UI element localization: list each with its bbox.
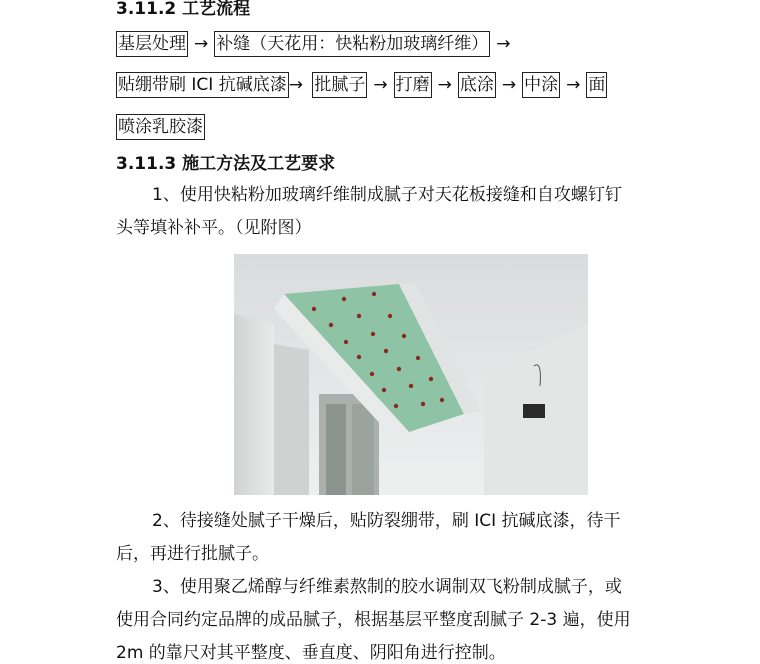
step-spray-latex: 喷涂乳胶漆 — [116, 114, 205, 140]
step-top-coat-start: 面 — [586, 72, 607, 98]
arrow-icon: → — [437, 75, 452, 95]
step-tape-primer: 贴绷带刷 ICI 抗碱底漆 — [116, 72, 289, 98]
arrow-icon: → — [373, 75, 388, 95]
process-flow-line-2 — [116, 72, 607, 98]
section-heading-process: 3.11.2 工艺流程 — [116, 0, 251, 19]
section-heading-methods: 3.11.3 施工方法及工艺要求 — [116, 154, 336, 174]
paragraph-3-line-2: 使用合同约定品牌的成品腻子，根据基层平整度刮腻子 2-3 遍，使用 — [116, 610, 631, 630]
step-base-coat: 底涂 — [458, 72, 496, 98]
paragraph-2 — [116, 510, 656, 565]
step-seam-repair: 补缝（天花用：快粘粉加玻璃纤维） — [214, 31, 490, 57]
step-sanding: 打磨 — [394, 72, 432, 98]
paragraph-3 — [116, 576, 656, 664]
arrow-icon: → — [566, 75, 581, 95]
paragraph-2-line-1: 2、待接缝处腻子干燥后，贴防裂绷带，刷 ICI 抗碱底漆，待干 — [152, 511, 621, 531]
process-flow-line-1 — [116, 31, 517, 57]
arrow-icon: → — [288, 75, 303, 95]
ceiling-photo — [234, 254, 588, 495]
step-putty: 批腻子 — [312, 72, 367, 98]
paragraph-1 — [116, 184, 656, 239]
paragraph-2-line-2: 后，再进行批腻子。 — [116, 544, 269, 564]
paragraph-1-line-1: 1、使用快粘粉加玻璃纤维制成腻子对天花板接缝和自攻螺钉钉 — [152, 185, 622, 205]
step-middle-coat: 中涂 — [522, 72, 560, 98]
arrow-icon: → — [496, 34, 511, 54]
paragraph-3-line-1: 3、使用聚乙烯醇与纤维素熬制的胶水调制双飞粉制成腻子，或 — [152, 577, 622, 597]
arrow-icon: → — [194, 34, 209, 54]
paragraph-3-line-3: 2m 的靠尺对其平整度、垂直度、阴阳角进行控制。 — [116, 643, 506, 663]
process-flow-line-3 — [116, 114, 205, 140]
arrow-icon: → — [501, 75, 517, 95]
step-base-treatment: 基层处理 — [116, 31, 188, 57]
paragraph-1-line-2: 头等填补补平。（见附图） — [116, 218, 312, 238]
